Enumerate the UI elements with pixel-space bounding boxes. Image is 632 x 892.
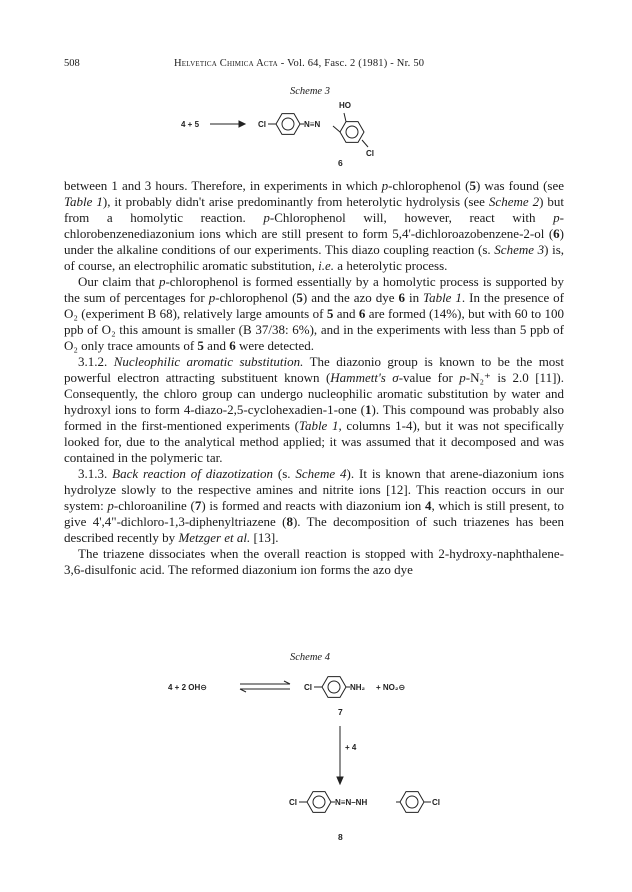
scheme-3-hydroxy: HO: [339, 101, 351, 110]
benzene-ring-icon: [307, 792, 331, 813]
scheme-4-cl-left-b: Cl: [289, 798, 297, 807]
scheme-4-cl-left: Cl: [304, 683, 312, 692]
compound-6-label: 6: [338, 158, 343, 168]
scheme-4-amine: NH₂: [350, 683, 366, 692]
scheme-4-cl-right-b: Cl: [432, 798, 440, 807]
paragraph: 3.1.2. Nucleophilic aromatic substitution. The diazonio group is known to be the most powerful electron attracting substituent known (Hammett's σ-value for p-N₂⁺ is 2.0 [11]). Consequently, the chloro group can undergo nucleophilic aromatic substitution by water and hydroxyl ions to form 4-diazo-2,5-cyclohexadien-1-one (1). This compound was probably also formed in the first-mentioned experiments (Table 1, columns 1-4), but it was not specifically looked for, due to the analytical method applied; it was assumed that it decomposed and was contained in the polymeric tar.: [64, 354, 564, 465]
paragraph: 3.1.3. Back reaction of diazotization (s. Scheme 4). It is known that arene-diazonium ions hydrolyze slowly to the respective amines and nitrite ions [12]. This reaction occurs in our system: p-chloroaniline (7) is formed and reacts with diazonium ion 4, which is still present, to give 4',4"-dichloro-1,3-diphenyltriazene (8). The decomposition of such triazenes has been described recently by Metzger et al. [13].: [64, 466, 564, 545]
scheme-4-arrowhead: [337, 777, 343, 784]
scheme-3-reactants: 4 + 5: [181, 120, 200, 129]
journal-details: - Vol. 64, Fasc. 2 (1981) - Nr. 50: [277, 58, 425, 69]
page-number: 508: [64, 58, 80, 69]
compound-8-label: 8: [338, 832, 343, 842]
scheme-3-cl-left: Cl: [258, 120, 266, 129]
aromatic-circle-icon: [313, 796, 325, 808]
aromatic-circle-icon: [406, 796, 418, 808]
benzene-ring-icon: [400, 792, 424, 813]
scheme-4-label: Scheme 4: [290, 652, 330, 663]
scheme-4-triazene: N≡N–NH: [335, 798, 368, 807]
scheme-3-azo: N≡N: [304, 120, 321, 129]
compound-7-label: 7: [338, 707, 343, 717]
aromatic-circle-icon: [328, 681, 340, 693]
scheme-4-plus-4: + 4: [345, 743, 357, 752]
scheme-4-reactants: 4 + 2 OH⊖: [168, 683, 207, 692]
scheme-3-cl-right: Cl: [366, 149, 374, 158]
scheme-3-label: Scheme 3: [290, 86, 330, 97]
journal-name: Helvetica Chimica Acta: [174, 58, 278, 69]
scheme-4-nitrite: + NO₂⊖: [376, 683, 406, 692]
benzene-ring-icon: [322, 677, 346, 698]
paragraph: The triazene dissociates when the overall reaction is stopped with 2-hydroxy-naphthalene-3,6-disulfonic acid. The reformed diazonium ion forms the azo dye: [64, 546, 564, 577]
paragraph: between 1 and 3 hours. Therefore, in experiments in which p-chlorophenol (5) was found (see Table 1), it probably didn't arise predominantly from heterolytic hydrolysis (see Scheme 2) but from a homolytic reaction. p-Chlorophenol will, however, react with p-chlorobenzenediazonium ions which are still present to form 5,4'-dichloroazobenzene-2-ol (6) under the alkaline conditions of our experiments. This diazo coupling reaction (s. Scheme 3) is, of course, an electrophilic aromatic substitution, i.e. a heterolytic process.: [64, 178, 565, 273]
paragraph: Our claim that p-chlorophenol is formed essentially by a homolytic process is supported by the sum of percentages for p-chlorophenol (5) and the azo dye 6 in Table 1. In the presence of O₂ (experiment B 68), relatively large amounts of 5 and 6 are formed (14%), but with 60 to 100 ppb of O₂ this amount is smaller (B 37/38: 6%), and in the experiments with less than 5 ppb of O₂ only trace amounts of 5 and 6 were detected.: [64, 274, 565, 353]
